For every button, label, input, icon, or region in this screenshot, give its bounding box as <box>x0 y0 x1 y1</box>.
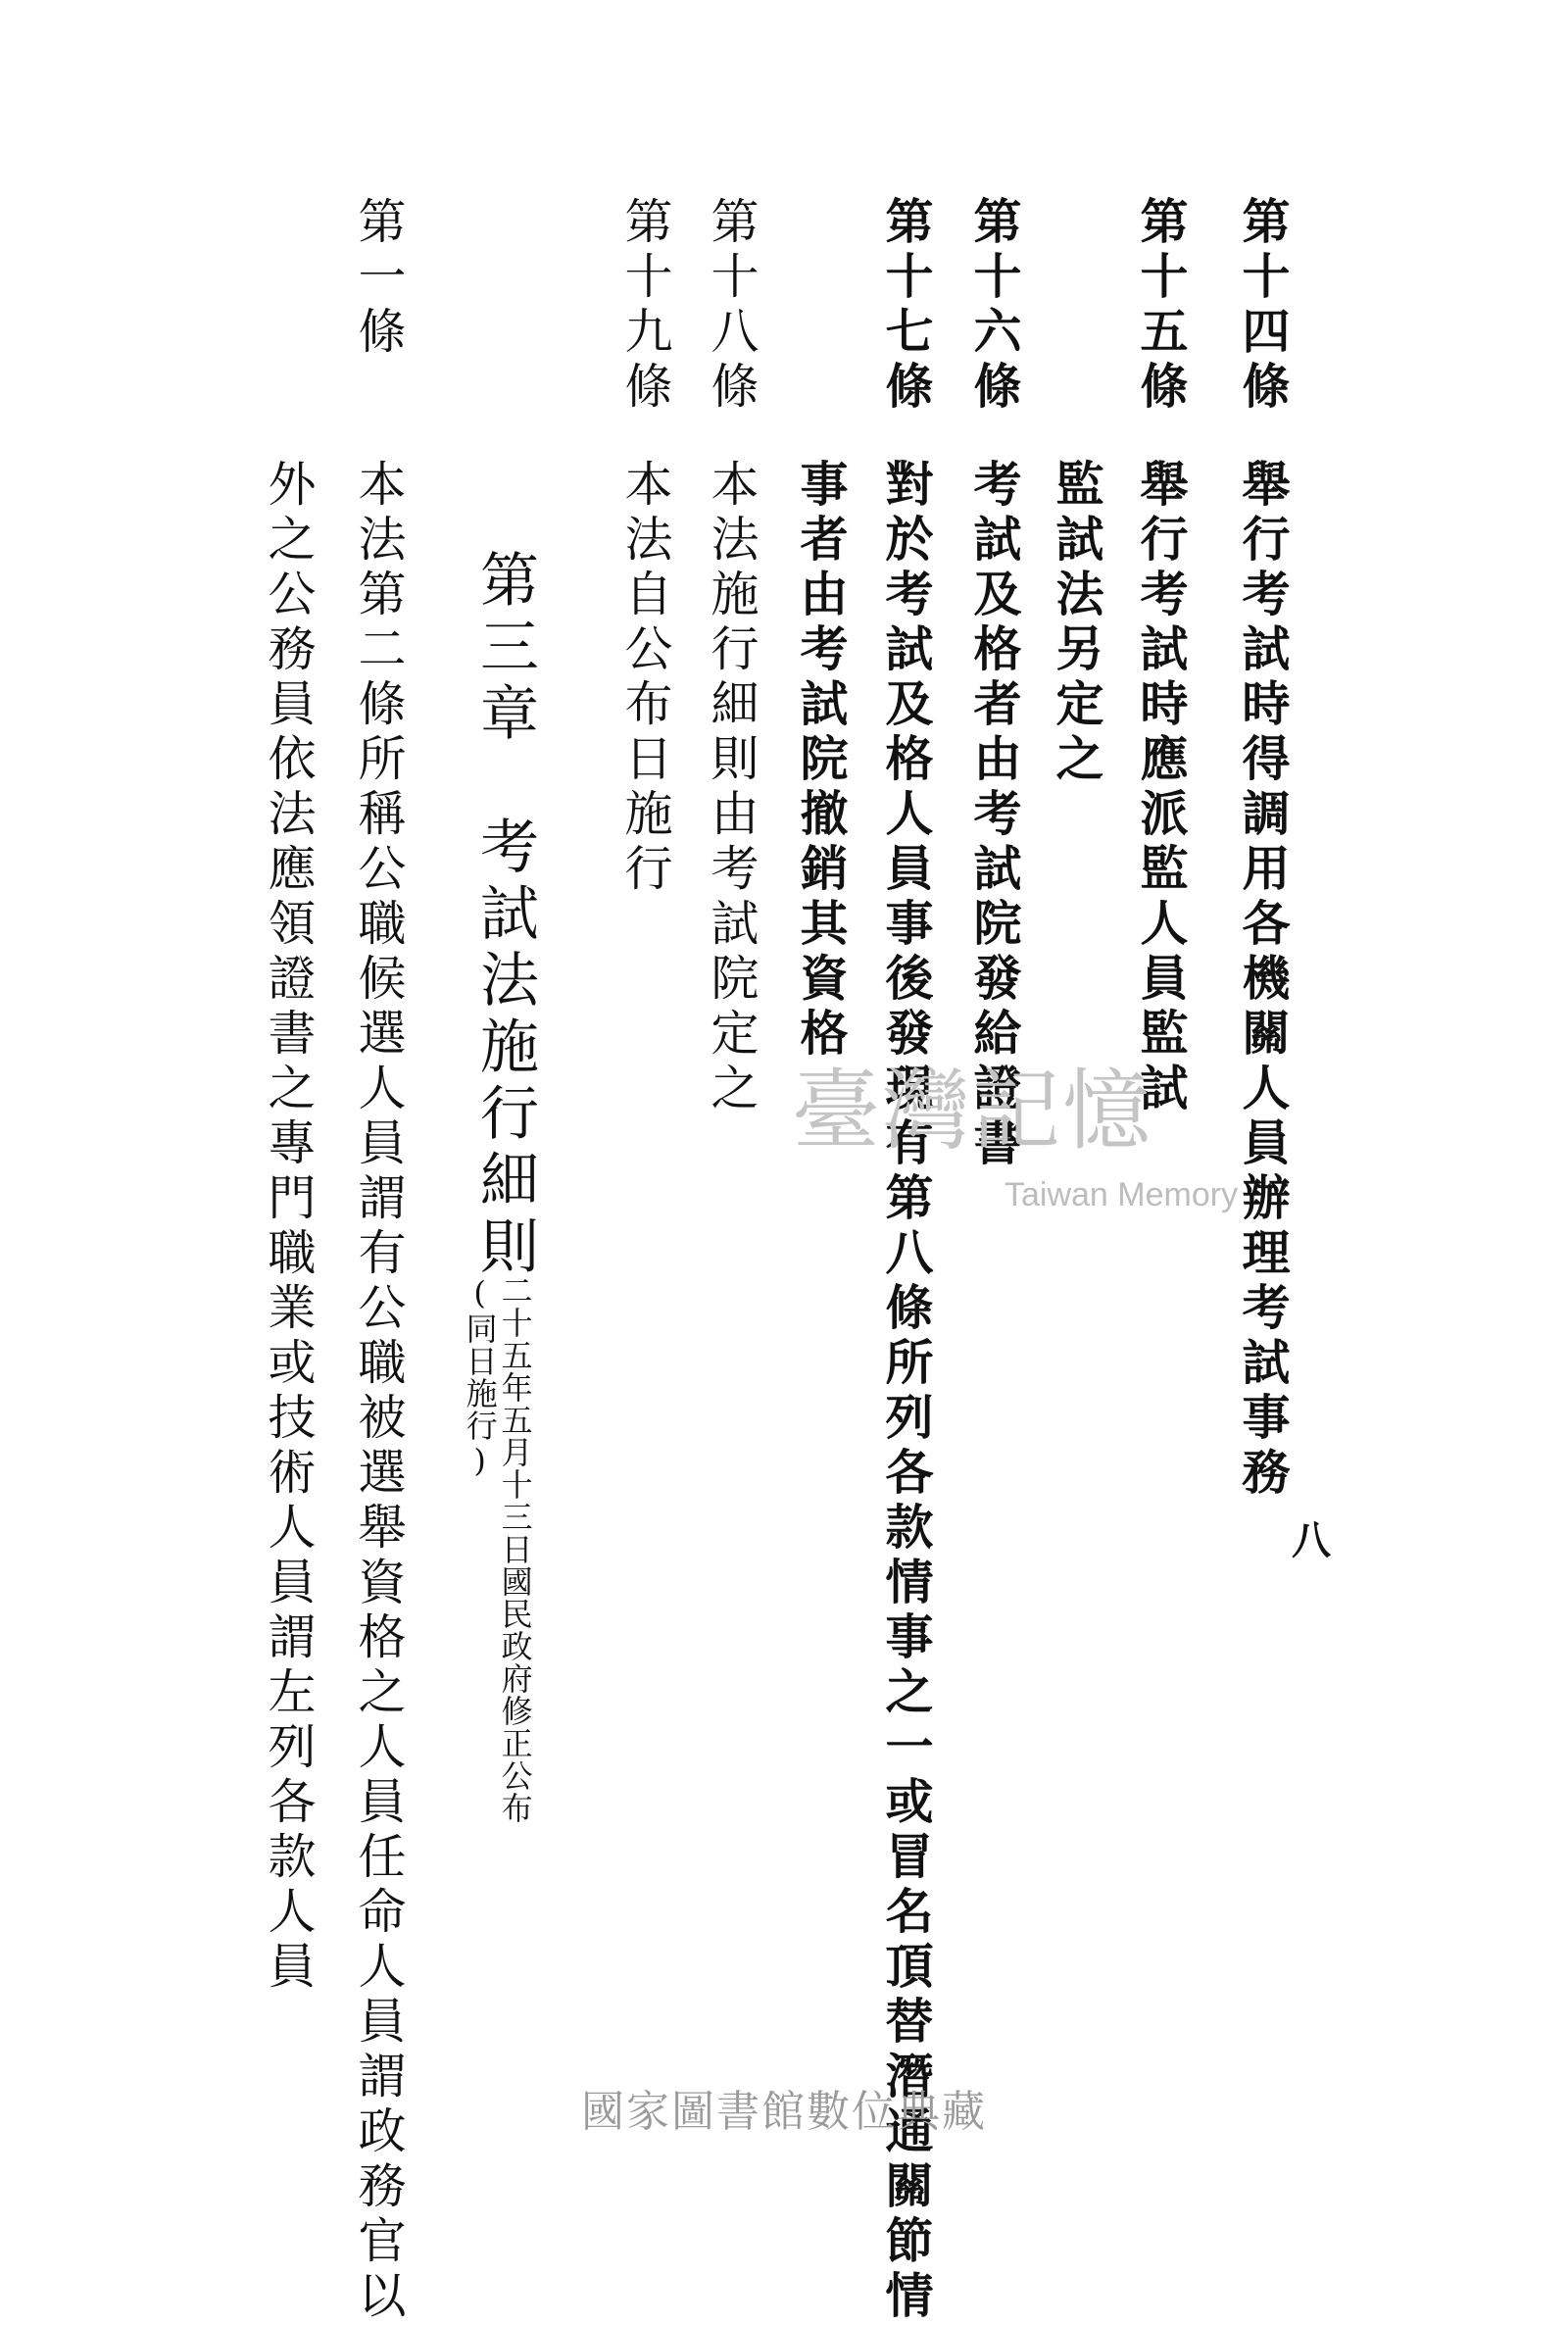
article-16-text: 考試及格者由考試院發給證書 <box>966 459 1023 1172</box>
rule-article-1-label: 第一條 <box>351 196 407 361</box>
article-19-label: 第十九條 <box>617 196 673 416</box>
article-17-text: 對於考試及格人員事後發現有第八條所列各款情事之一或冒名頂替潛通關節情 <box>878 459 935 2325</box>
page-number: 八 <box>1292 1517 1331 1563</box>
rule-article-1-text: 本法第二條所稱公職候選人員謂有公職被選舉資格之人員任命人員謂政務官以 <box>351 459 407 2325</box>
article-18-label: 第十八條 <box>704 196 760 416</box>
article-19-text: 本法自公布日施行 <box>617 459 673 898</box>
footer-collection-label: 國家圖書館數位典藏 <box>581 2087 987 2137</box>
article-17-text-cont: 事者由考試院撤銷其資格 <box>793 459 850 1063</box>
article-15-text-cont: 監試法另定之 <box>1049 459 1105 788</box>
article-16-label: 第十六條 <box>966 196 1023 416</box>
chapter-date-note: 二十五年五月十三日國民政府修正公布 <box>496 1274 534 1824</box>
article-14-text: 舉行考試時得調用各機關人員辦理考試事務 <box>1235 459 1292 1502</box>
article-14-label: 第十四條 <box>1235 196 1292 416</box>
watermark-chinese: 臺灣記憶 <box>792 1060 1152 1162</box>
article-15-label: 第十五條 <box>1133 196 1190 416</box>
chapter-date-note-paren: (同日施行) <box>461 1274 499 1480</box>
article-15-text: 舉行考試時應派監人員監試 <box>1133 459 1190 1117</box>
chapter-title: 第三章 考試法施行細則 <box>470 549 539 1282</box>
watermark-english: Taiwan Memory <box>1004 1176 1239 1213</box>
article-18-text: 本法施行細則由考試院定之 <box>704 459 760 1117</box>
article-17-label: 第十七條 <box>878 196 935 416</box>
rule-article-1-text-cont: 外之公務員依法應領證書之專門職業或技術人員謂左列各款人員 <box>261 459 317 1996</box>
